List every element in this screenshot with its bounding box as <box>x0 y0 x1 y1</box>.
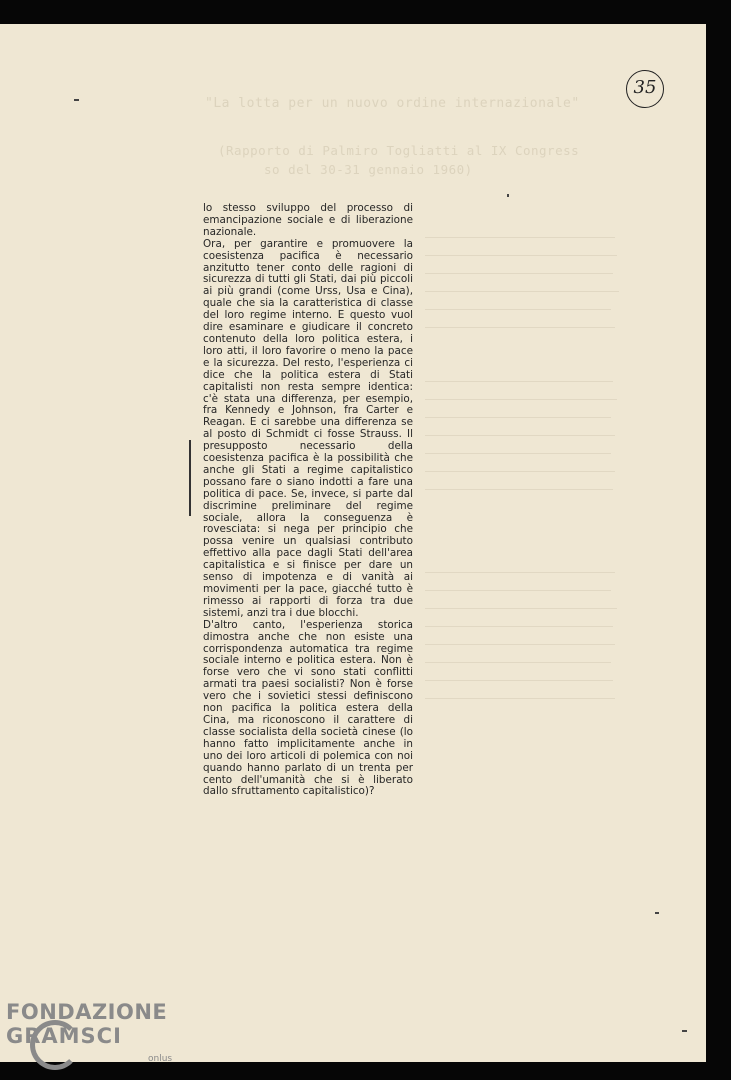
bleed-text-line <box>425 291 619 292</box>
logo-line-2: GRAMSCI <box>6 1024 122 1048</box>
document-page <box>0 24 706 1062</box>
bleed-text-line <box>425 698 615 699</box>
ink-mark <box>682 1030 687 1032</box>
bleed-text-line <box>425 273 613 274</box>
bleed-text-line <box>425 644 615 645</box>
bleed-text-line <box>425 680 613 681</box>
bleed-text-line <box>425 381 613 382</box>
paragraph-2: Ora, per garantire e promuovere la coesistenza pacifica è necessario anzitutto tener conto delle ragioni di sicurezza di tutti gli Stati, dai più piccoli ai più grandi (come Urss, Usa e Cina), quale che sia la caratteristica di classe del loro regime interno. E questo vuol dire esaminare e giudicare il concreto contenuto della loro politica estera, i loro atti, il loro favorire o meno la pace e la sicurezza. Del resto, l'esperienza ci dice che la politica estera di Stati capitalisti non resta sempre identica: c'è stata una differenza, per esempio, fra Kennedy e Johnson, fra Carter e Reagan. E ci sarebbe una differenza se al posto di Schmidt ci fosse Strauss. Il presupposto necessario della coesistenza pacifica è la possibilità che anche gli Stati a regime capitalistico possano fare o siano indotti a fare una politica di pace. Se, invece, si parte dal discrimine preliminare del regime sociale, allora la conseguenza è rovesciata: si nega per principio che possa venire un qualsiasi contributo effettivo alla pace dagli Stati dell'area capitalistica e si finisce per dare un senso di impotenza e di vanità ai movimenti per la pace, giacché tutto è rimesso ai rapporti di forza tra due sistemi, anzi tra i due blocchi. <box>203 237 413 619</box>
ink-mark <box>74 99 79 101</box>
bleed-text-line <box>425 489 613 490</box>
bleed-text-line <box>425 309 611 310</box>
bleed-text-line <box>425 435 615 436</box>
bleed-text-line <box>425 417 611 418</box>
margin-marker-line <box>189 440 191 516</box>
bleed-text-line <box>425 608 617 609</box>
logo-line-3: onlus <box>148 1054 173 1064</box>
ink-mark <box>507 194 509 197</box>
page-number: 35 <box>626 70 664 108</box>
ink-mark <box>655 912 659 914</box>
bleed-subheading-1: (Rapporto di Palmiro Togliatti al IX Congress <box>218 143 580 158</box>
bleed-heading: "La lotta per un nuovo ordine internazionale" <box>205 96 580 111</box>
bleed-text-line <box>425 662 611 663</box>
bleed-text-line <box>425 327 615 328</box>
bleed-text-line <box>425 399 617 400</box>
body-text-column <box>203 203 413 798</box>
bleed-text-line <box>425 237 615 238</box>
bleed-text-line <box>425 572 615 573</box>
bleed-text-line <box>425 255 617 256</box>
bleed-subheading-2: so del 30-31 gennaio 1960) <box>264 162 473 177</box>
paragraph-1: lo stesso sviluppo del processo di emancipazione sociale e di liberazione nazionale. <box>203 202 413 238</box>
fondazione-gramsci-logo <box>6 1000 186 1070</box>
logo-line-1: FONDAZIONE <box>6 1000 168 1024</box>
bleed-text-line <box>425 590 611 591</box>
paragraph-3: D'altro canto, l'esperienza storica dimostra anche che non esiste una corrispondenza automatica tra regime sociale interno e politica estera. Non è forse vero che vi sono stati conflitti armati tra paesi socialisti? Non è forse vero che i sovietici stessi definiscono non pacifica la politica estera della Cina, ma riconoscono il carattere di classe socialista della società cinese (lo hanno fatto implicitamente anche in uno dei loro articoli di polemica con noi quando hanno parlato di un trenta per cento dell'umanità che si è liberato dallo sfruttamento capitalistico)? <box>203 618 413 798</box>
bleed-text-line <box>425 626 613 627</box>
bleed-text-line <box>425 453 611 454</box>
bleed-text-line <box>425 471 615 472</box>
